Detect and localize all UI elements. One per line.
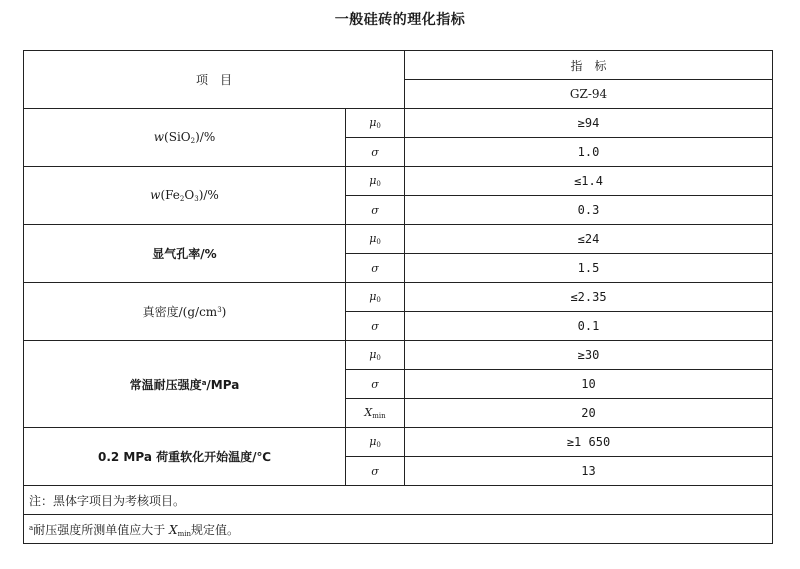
value-cell: ≥1 650 [405, 428, 773, 457]
note-row [24, 486, 773, 515]
item-true-density: 真密度$/(g/cm^3)$ [24, 283, 346, 341]
table-row [24, 341, 773, 370]
stat-mu0: $\mu_0$ [346, 109, 405, 138]
stat-xmin: $X_{min}$ [346, 399, 405, 428]
stat-sigma: σ [346, 138, 405, 167]
item-sio2: w(SiO$_2$)/% [24, 109, 346, 167]
note-row [24, 515, 773, 544]
stat-sigma: σ [346, 312, 405, 341]
value-cell: ≤1.4 [405, 167, 773, 196]
value-cell: ≥94 [405, 109, 773, 138]
item-porosity: 显气孔率/% [24, 225, 346, 283]
note-1: 注：黑体字项目为考核项目。 [24, 486, 773, 515]
stat-sigma: σ [346, 457, 405, 486]
stat-mu0: $\mu_0$ [346, 167, 405, 196]
item-rul: 0.2 MPa 荷重软化开始温度/℃ [24, 428, 346, 486]
table-row [24, 109, 773, 138]
document-title: 一般硅砖的理化指标 [334, 12, 466, 28]
value-cell: 0.1 [405, 312, 773, 341]
stat-sigma: σ [346, 370, 405, 399]
stat-mu0: $\mu_0$ [346, 283, 405, 312]
table-header-row [24, 51, 773, 80]
item-fe2o3: $w(Fe_2O_3)/\%$ [24, 167, 346, 225]
value-cell: 20 [405, 399, 773, 428]
table-row [24, 283, 773, 312]
header-grade: GZ-94 [405, 80, 773, 109]
stat-mu0: $\mu_0$ [346, 225, 405, 254]
value-cell: 1.0 [405, 138, 773, 167]
value-cell: ≥30 [405, 341, 773, 370]
value-cell: ≤24 [405, 225, 773, 254]
value-cell: ≤2.35 [405, 283, 773, 312]
table-row [24, 428, 773, 457]
note-2: $^a$耐压强度所测单值应大于 $X_{min}$规定值。 [24, 515, 773, 544]
value-cell: 13 [405, 457, 773, 486]
header-index: 指 标 [405, 51, 773, 80]
stat-sigma: σ [346, 196, 405, 225]
spec-table [23, 50, 773, 544]
stat-mu0: $\mu_0$ [346, 428, 405, 457]
value-cell: 10 [405, 370, 773, 399]
value-cell: 0.3 [405, 196, 773, 225]
stat-sigma: σ [346, 254, 405, 283]
item-crushing-strength: 常温耐压强度$^a$/MPa [24, 341, 346, 428]
header-item: 项 目 [24, 51, 405, 109]
table-row [24, 167, 773, 196]
value-cell: 1.5 [405, 254, 773, 283]
table-row [24, 225, 773, 254]
stat-mu0: $\mu_0$ [346, 341, 405, 370]
